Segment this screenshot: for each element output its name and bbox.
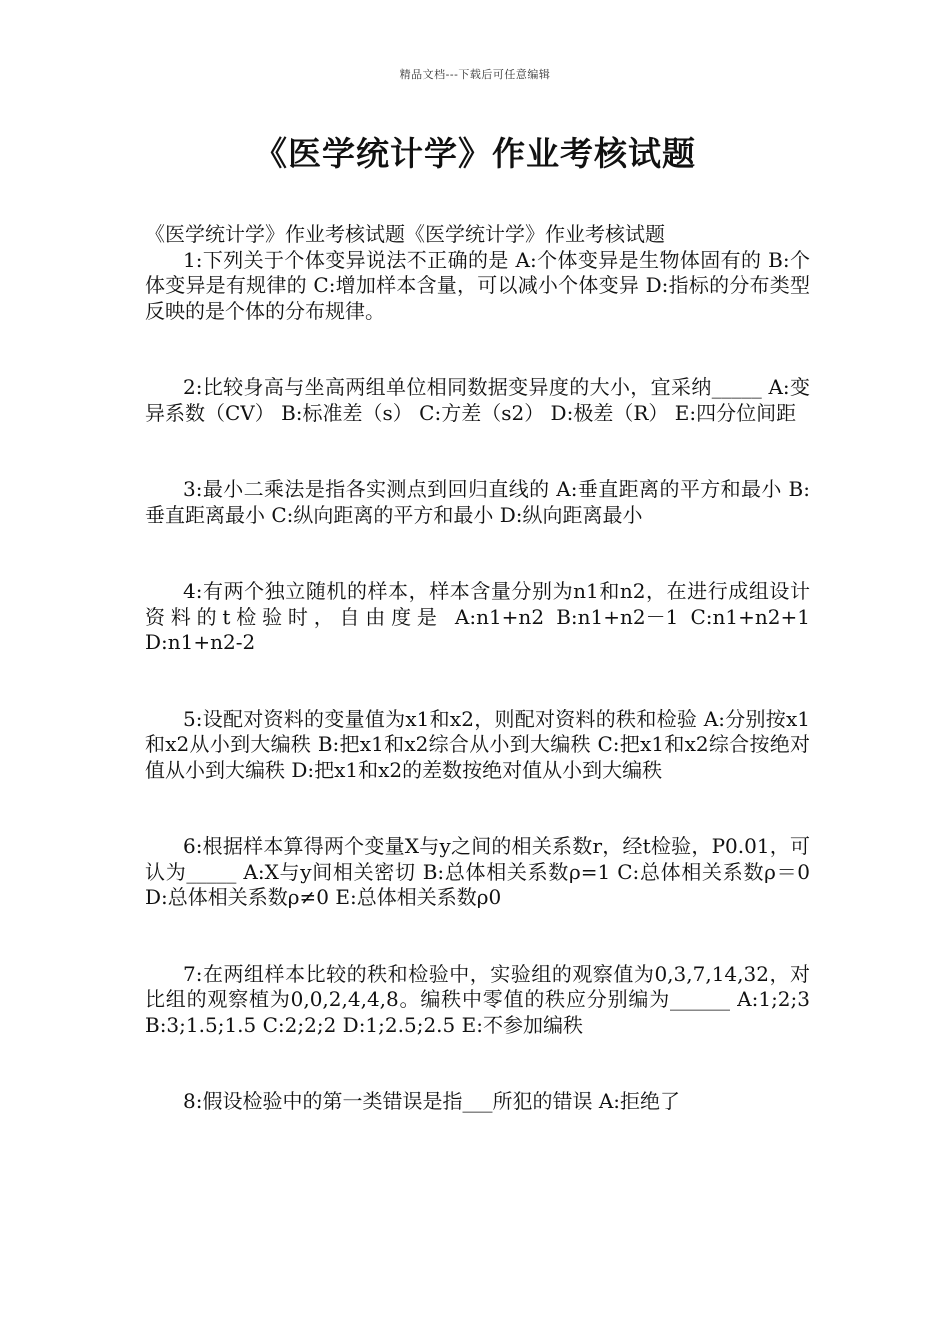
document-body xyxy=(145,222,810,1115)
paragraph-gap xyxy=(145,783,810,834)
paragraph-gap xyxy=(145,324,810,375)
paragraph-gap xyxy=(145,1038,810,1089)
question-5: 5:设配对资料的变量值为x1和x2，则配对资料的秩和检验 A:分别按x1和x2从小到大编秩 B:把x1和x2综合从小到大编秩 C:把x1和x2综合按绝对值从小到大编秩 D:把x1和x2的差数按绝对值从小到大编秩 xyxy=(145,706,810,782)
question-4: 4:有两个独立随机的样本，样本含量分别为n1和n2，在进行成组设计资料的t检验时，自由度是 A:n1+n2 B:n1+n2－1 C:n1+n2+1 D:n1+n2-2 xyxy=(145,579,810,654)
header-note: 精品文档---下载后可任意编辑 xyxy=(399,68,551,81)
paragraph-gap xyxy=(145,911,810,962)
question-8: 8:假设检验中的第一类错误是指___所犯的错误 A:拒绝了 xyxy=(183,1089,681,1113)
question-2: 2:比较身高与坐高两组单位相同数据变异度的大小，宜采纳_____ A:变异系数（CV） B:标准差（s） C:方差（s2） D:极差（R） E:四分位间距 xyxy=(145,375,810,425)
document-title: 《医学统计学》作业考核试题 xyxy=(254,134,696,173)
paragraph-gap xyxy=(145,426,810,477)
paragraph-gap xyxy=(145,656,810,707)
question-7: 7:在两组样本比较的秩和检验中，实验组的观察值为0,3,7,14,32，对比组的观察植为0,0,2,4,4,8。编秩中零值的秩应分别编为______ A:1;2;3 B:3;1.5;1.5 C:2;2;2 D:1;2.5;2.5 E:不参加编秩 xyxy=(145,961,810,1037)
question-3: 3:最小二乘法是指各实测点到回归直线的 A:垂直距离的平方和最小 B:垂直距离最小 C:纵向距离的平方和最小 D:纵向距离最小 xyxy=(145,477,810,527)
paragraph-gap xyxy=(145,528,810,579)
intro-line: 《医学统计学》作业考核试题《医学统计学》作业考核试题 xyxy=(145,222,665,246)
question-6: 6:根据样本算得两个变量X与y之间的相关系数r，经t检验，P0.01，可认为_____ A:X与y间相关密切 B:总体相关系数ρ=1 C:总体相关系数ρ＝0 D:总体相关系数ρ≠0 E:总体相关系数ρ0 xyxy=(145,834,810,909)
question-1: 1:下列关于个体变异说法不正确的是 A:个体变异是生物体固有的 B:个体变异是有规律的 C:增加样本含量，可以减小个体变异 D:指标的分布类型反映的是个体的分布规律。 xyxy=(145,247,810,323)
